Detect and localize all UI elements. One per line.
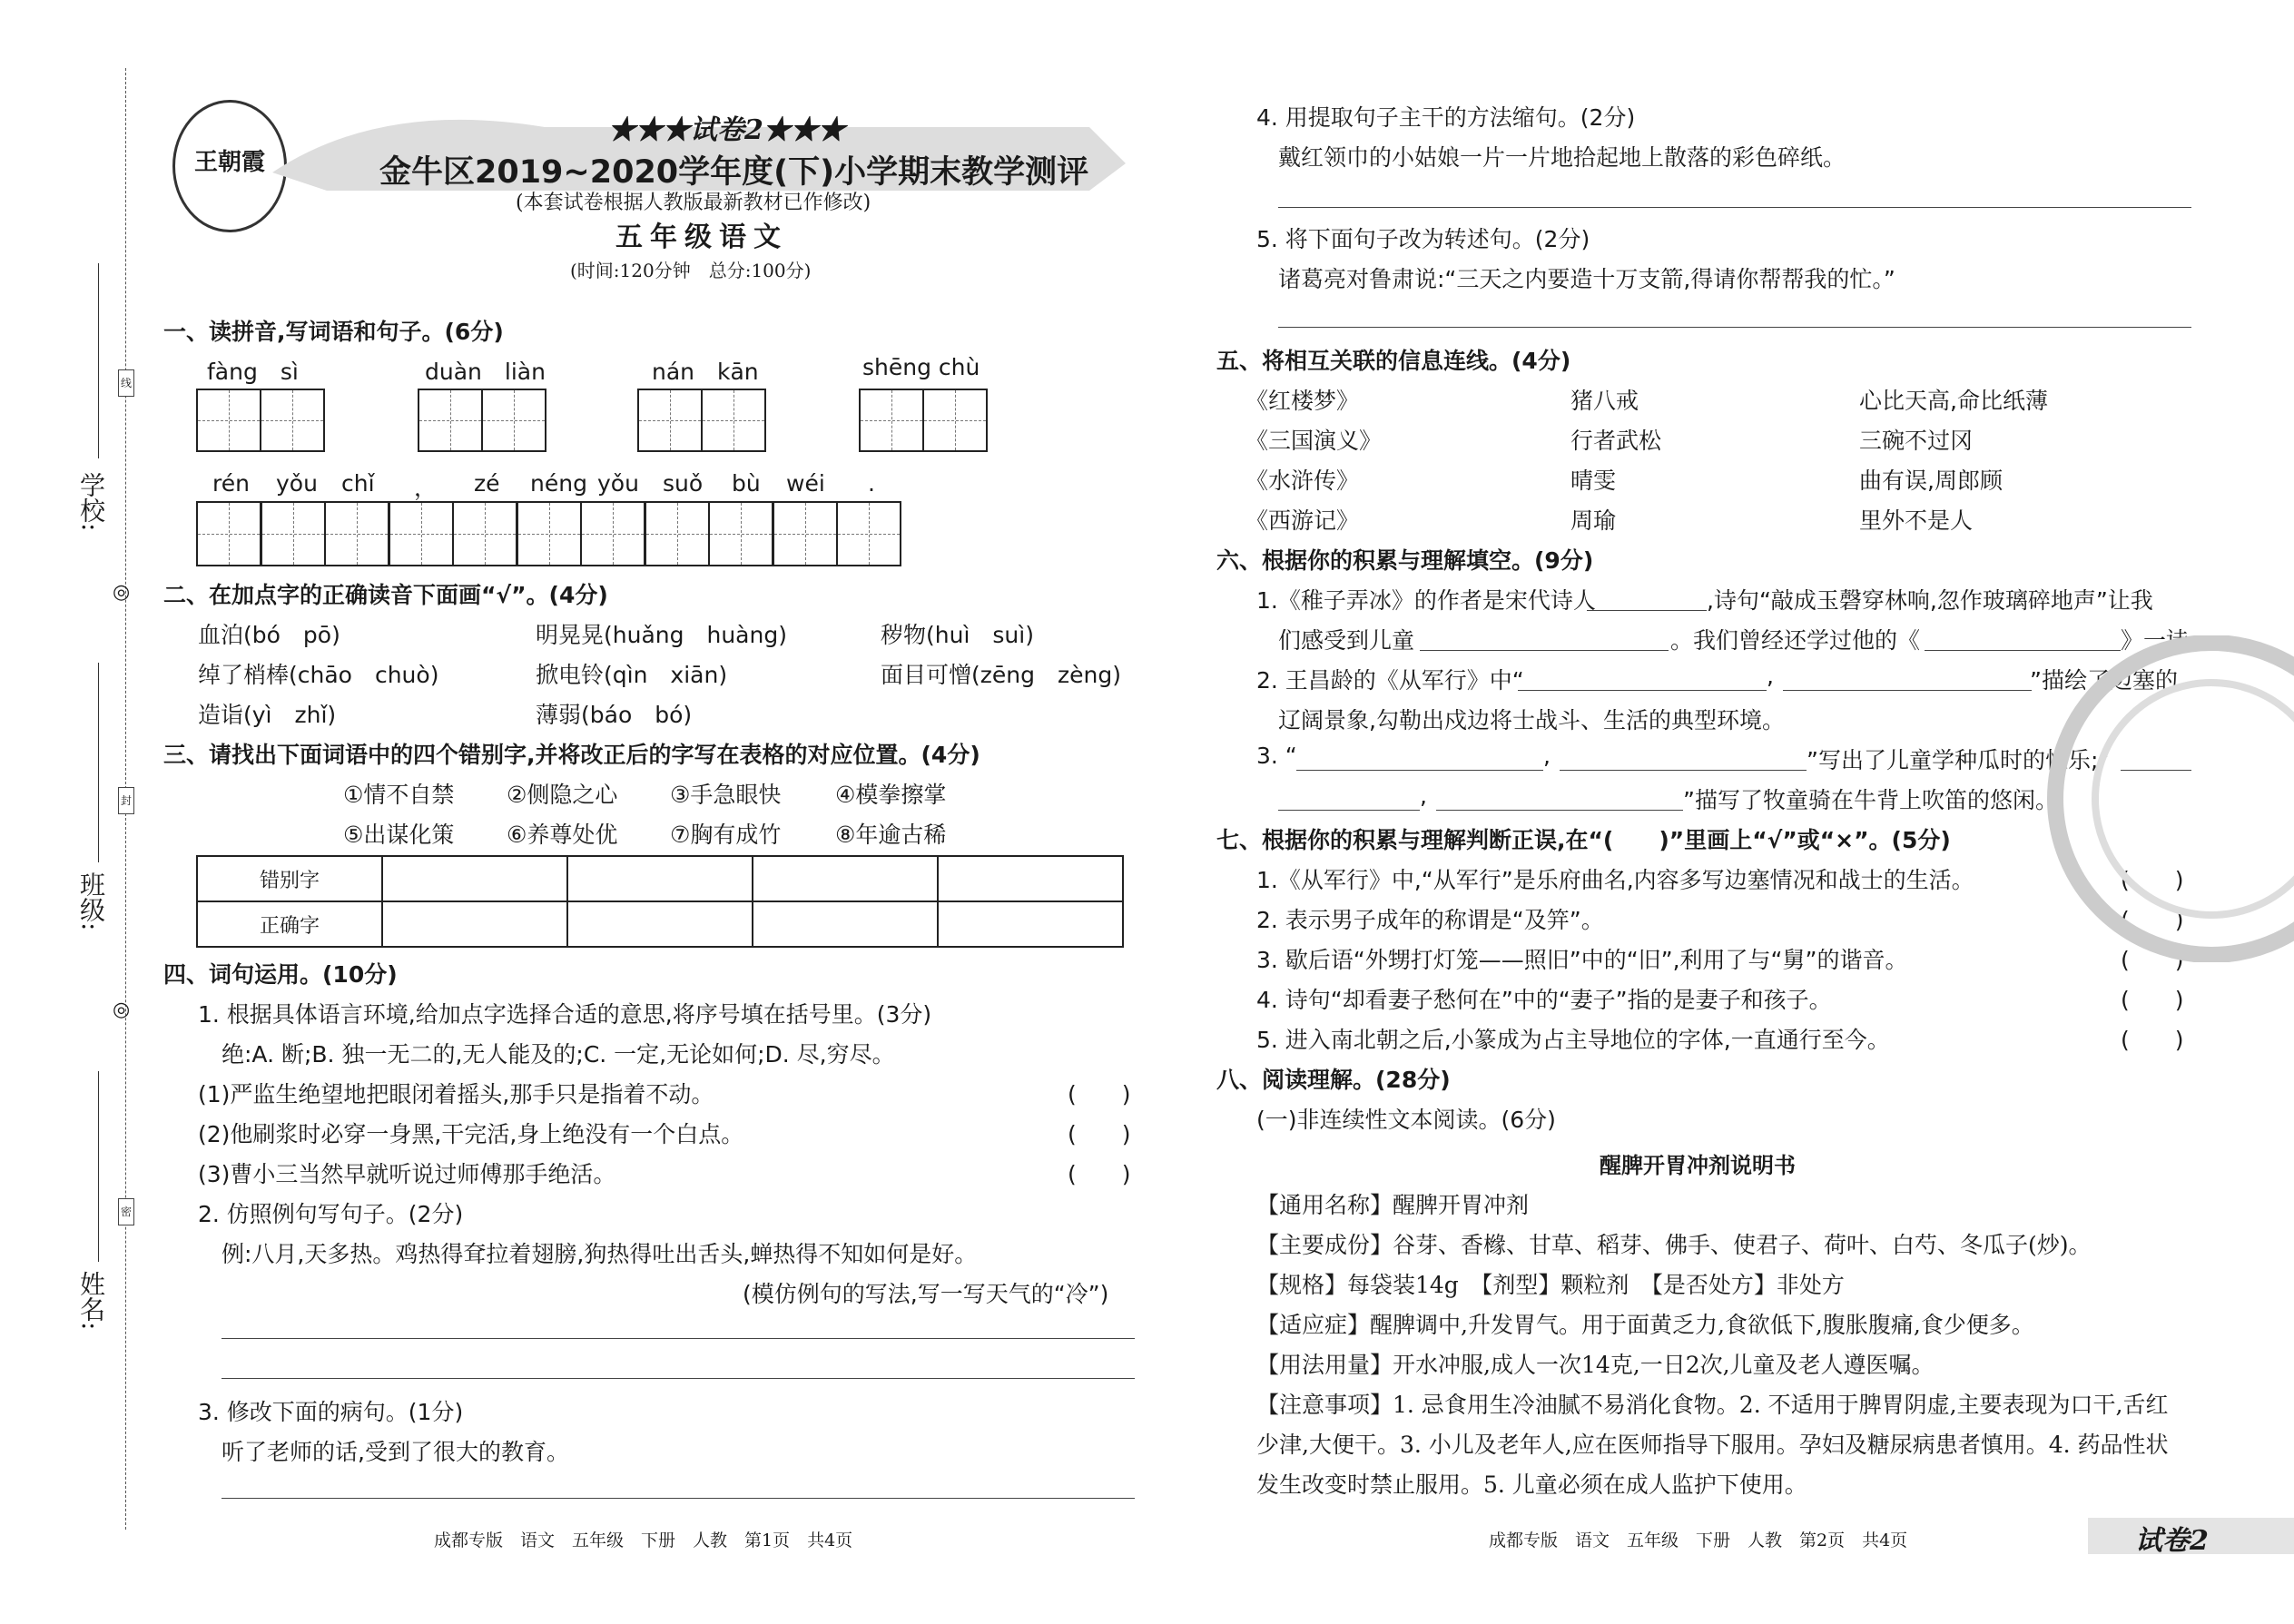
writing-cell[interactable] bbox=[389, 501, 454, 566]
answer-line[interactable] bbox=[222, 1498, 1135, 1499]
s5-title: 五、将相互关联的信息连线。(4分) bbox=[1216, 348, 1571, 374]
grade-subject: 五年级语文 bbox=[615, 221, 788, 253]
writing-cell[interactable] bbox=[517, 501, 582, 566]
writing-cell[interactable] bbox=[196, 501, 261, 566]
writing-cell[interactable] bbox=[196, 389, 261, 452]
school-label: 学校: bbox=[76, 472, 106, 532]
seal-mark-line: 线 bbox=[118, 369, 134, 397]
exam-subtitle: (本套试卷根据人教版最新教材已作修改) bbox=[516, 192, 871, 214]
writing-cell[interactable] bbox=[418, 389, 483, 452]
writing-cell[interactable] bbox=[922, 389, 988, 452]
doc-title: 醒脾开胃冲剂说明书 bbox=[1600, 1153, 1796, 1178]
writing-cell[interactable] bbox=[708, 501, 773, 566]
writing-cell[interactable] bbox=[324, 501, 389, 566]
s1-title: 一、读拼音,写词语和句子。(6分) bbox=[163, 319, 504, 345]
answer-line[interactable] bbox=[222, 1378, 1135, 1379]
writing-cell[interactable] bbox=[452, 501, 517, 566]
s8-title: 八、阅读理解。(28分) bbox=[1216, 1067, 1451, 1093]
s4-title: 四、词句运用。(10分) bbox=[163, 961, 398, 988]
writing-cell[interactable] bbox=[580, 501, 645, 566]
logo-emblem: 王朝霞 bbox=[172, 100, 287, 232]
ring-icon: ◎ bbox=[113, 581, 131, 604]
s7-title: 七、根据你的积累与理解判断正误,在“( )”里画上“√”或“×”。(5分) bbox=[1216, 827, 1951, 853]
ring-icon: ◎ bbox=[113, 999, 131, 1021]
answer-line[interactable] bbox=[1278, 207, 2191, 208]
footer-left: 成都专版 语文 五年级 下册 人教 第1页 共4页 bbox=[434, 1530, 853, 1550]
footer-right: 成都专版 语文 五年级 下册 人教 第2页 共4页 bbox=[1489, 1530, 1908, 1550]
writing-cell[interactable] bbox=[701, 389, 766, 452]
s3-title: 三、请找出下面词语中的四个错别字,并将改正后的字写在表格的对应位置。(4分) bbox=[163, 742, 980, 768]
class-label: 班级: bbox=[76, 871, 106, 931]
writing-cell[interactable] bbox=[637, 389, 703, 452]
watermark-seal bbox=[2030, 635, 2294, 962]
exam-badge: ★★★试卷2★★★ bbox=[608, 114, 845, 146]
answer-line[interactable] bbox=[222, 1338, 1135, 1339]
writing-cell[interactable] bbox=[261, 501, 326, 566]
writing-cell[interactable] bbox=[859, 389, 924, 452]
seal-mark-seal: 封 bbox=[118, 787, 134, 814]
writing-cell[interactable] bbox=[645, 501, 710, 566]
s6-title: 六、根据你的积累与理解填空。(9分) bbox=[1216, 547, 1594, 574]
typo-table: 错别字 正确字 bbox=[196, 855, 1124, 948]
s2-title: 二、在加点字的正确读音下面画“√”。(4分) bbox=[163, 582, 608, 608]
writing-cell[interactable] bbox=[773, 501, 838, 566]
answer-line[interactable] bbox=[1278, 327, 2191, 328]
footer-tag: 试卷2 bbox=[2135, 1525, 2209, 1557]
writing-cell[interactable] bbox=[836, 501, 901, 566]
writing-cell[interactable] bbox=[260, 389, 325, 452]
time-score: (时间:120分钟 总分:100分) bbox=[570, 260, 812, 281]
exam-title: 金牛区2019~2020学年度(下)小学期末教学测评 bbox=[379, 154, 1089, 191]
seal-mark-secret: 密 bbox=[118, 1198, 134, 1225]
name-label: 姓名: bbox=[76, 1271, 106, 1331]
writing-cell[interactable] bbox=[481, 389, 546, 452]
